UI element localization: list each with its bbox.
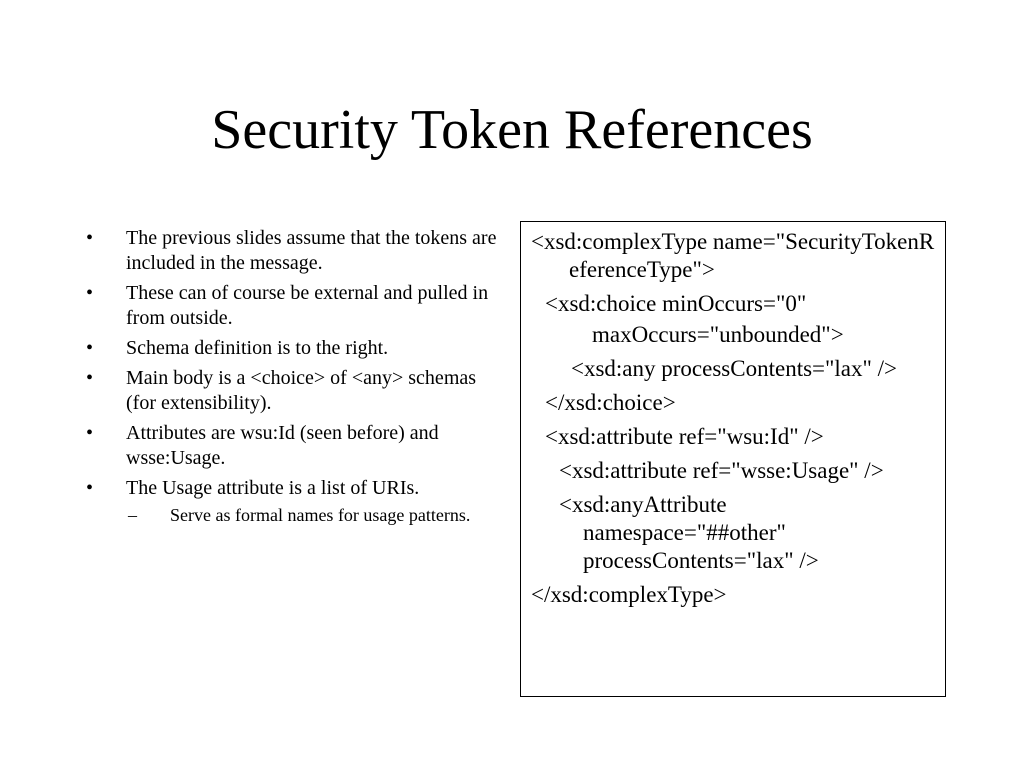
code-line: maxOccurs="unbounded"> bbox=[592, 322, 844, 347]
code-line: <xsd:any processContents="lax" /> bbox=[571, 356, 897, 381]
bullet-marker: • bbox=[86, 282, 94, 304]
bullet-marker: • bbox=[86, 422, 94, 444]
bullet-text: The Usage attribute is a list of URIs. bbox=[126, 477, 420, 499]
bullet-text: Attributes are wsu:Id (seen before) and wsse:Usage. bbox=[126, 422, 439, 469]
bullet-marker: • bbox=[86, 477, 94, 499]
bullet-item bbox=[84, 336, 504, 361]
bullet-item bbox=[84, 476, 504, 526]
bullet-marker: • bbox=[86, 227, 94, 249]
sub-bullet-list bbox=[126, 504, 504, 526]
schema-code-box bbox=[520, 221, 946, 697]
code-line: <xsd:complexType name="SecurityTokenReferenceType"> bbox=[531, 229, 935, 282]
bullet-text: These can of course be external and pulled in from outside. bbox=[126, 282, 489, 329]
code-line: <xsd:attribute ref="wsse:Usage" /> bbox=[559, 458, 884, 483]
sub-bullet-text: Serve as formal names for usage patterns. bbox=[170, 505, 471, 525]
code-line: <xsd:choice minOccurs="0" bbox=[545, 291, 807, 316]
bullet-marker: • bbox=[86, 367, 94, 389]
bullet-marker: • bbox=[86, 337, 94, 359]
code-line: </xsd:complexType> bbox=[531, 582, 727, 607]
sub-bullet-item bbox=[126, 504, 504, 526]
code-line: <xsd:anyAttribute namespace="##other" processContents="lax" /> bbox=[559, 492, 819, 573]
bullet-text: Main body is a <choice> of <any> schemas (for extensibility). bbox=[126, 367, 477, 414]
bullet-item bbox=[84, 281, 504, 331]
bullet-item bbox=[84, 421, 504, 471]
bullet-list bbox=[84, 226, 504, 531]
bullet-item bbox=[84, 226, 504, 276]
code-line: <xsd:attribute ref="wsu:Id" /> bbox=[545, 424, 824, 449]
sub-bullet-marker: – bbox=[128, 505, 137, 525]
bullet-item bbox=[84, 366, 504, 416]
slide-title: Security Token References bbox=[211, 99, 813, 161]
bullet-text: Schema definition is to the right. bbox=[126, 337, 389, 359]
code-line: </xsd:choice> bbox=[545, 390, 676, 415]
bullet-text: The previous slides assume that the tokens are included in the message. bbox=[126, 227, 497, 274]
